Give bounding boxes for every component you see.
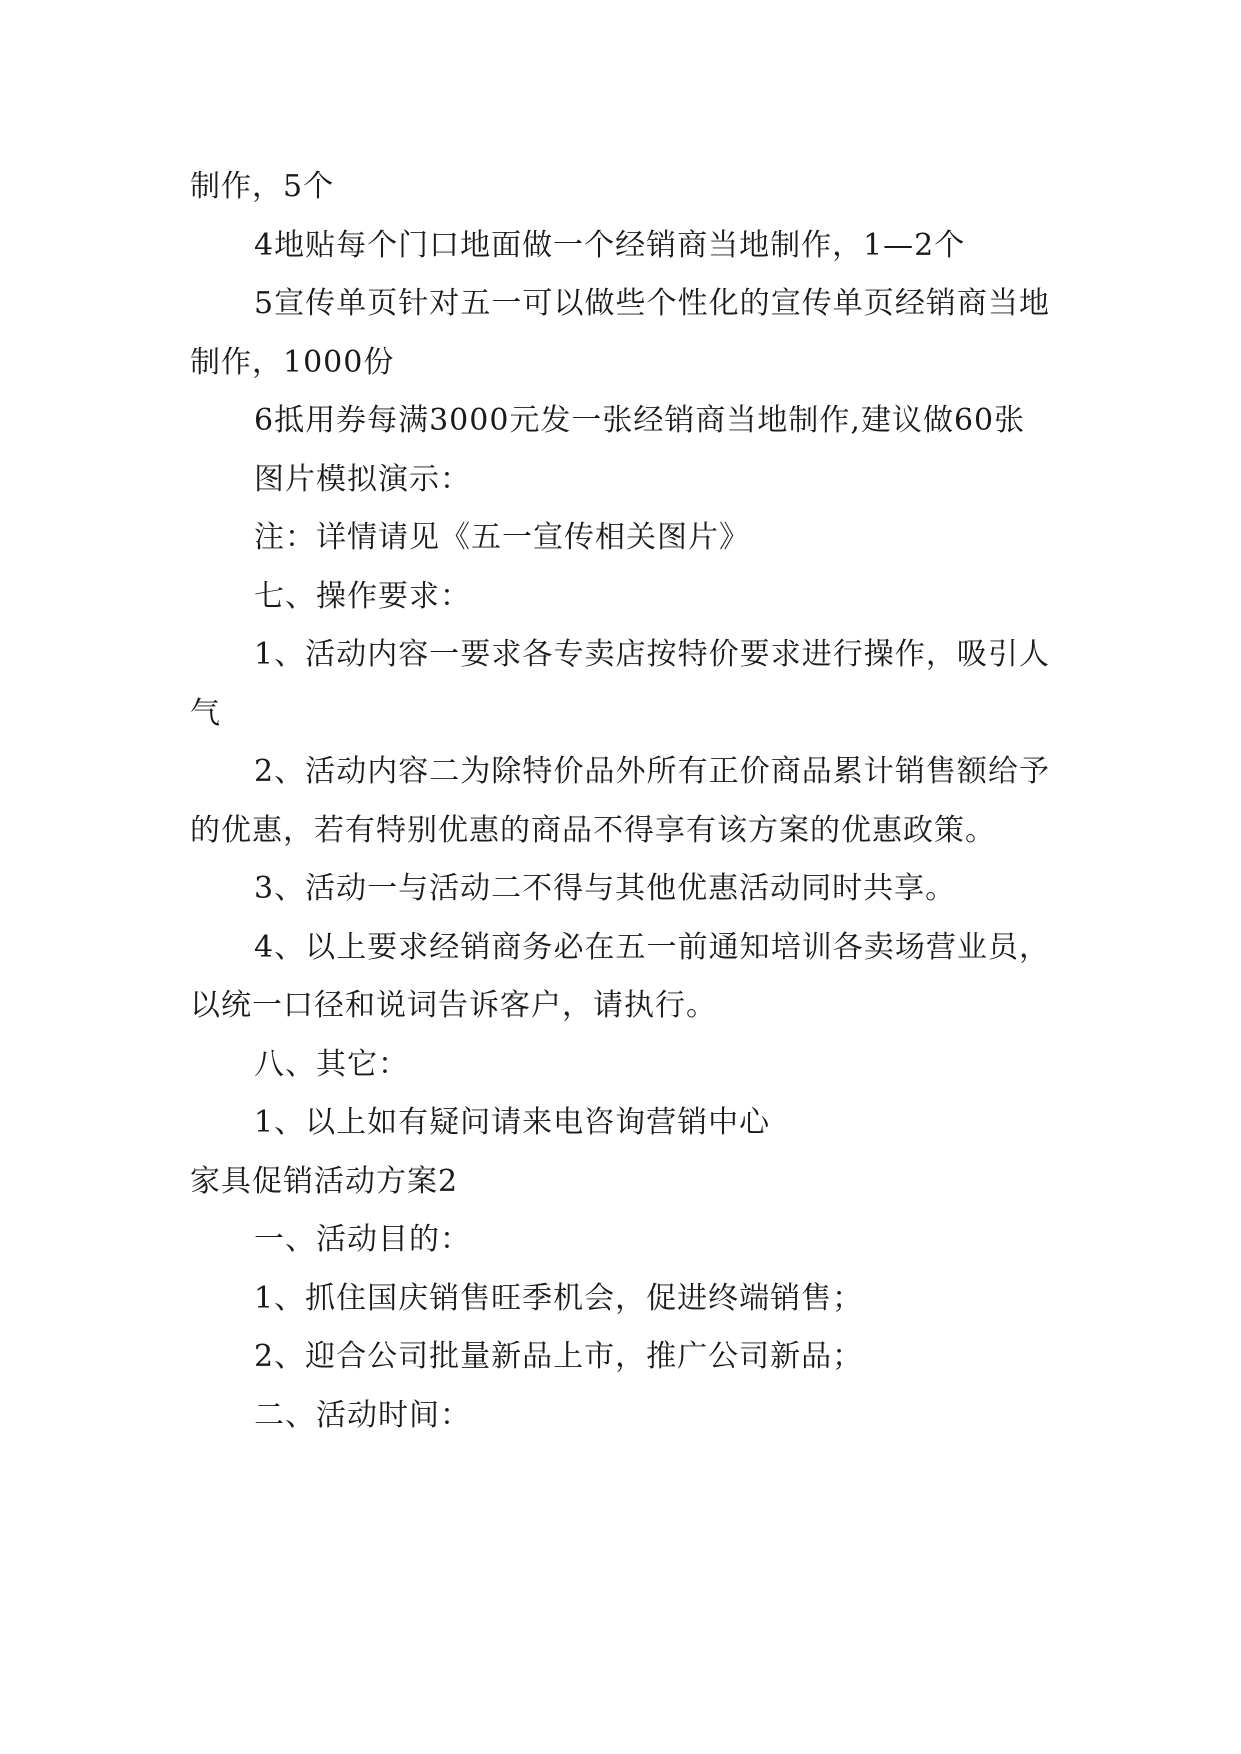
section-heading-purpose: 一、活动目的： xyxy=(254,1222,471,1257)
paragraph-1: 制作，5个 xyxy=(190,169,335,204)
paragraph-9: 2、活动内容二为除特价品外所有正价商品累计销售额给予的优惠，若有特别优惠的商品不得享有该方案的优惠政策。 xyxy=(190,754,1050,848)
document-body xyxy=(190,158,1050,1445)
section-heading-operation: 七、操作要求： xyxy=(254,578,471,614)
paragraph-16: 1、抓住国庆销售旺季机会，促进终端销售； xyxy=(254,1280,864,1316)
section-heading-other: 八、其它： xyxy=(254,1046,409,1082)
document-title-plan-2: 家具促销活动方案2 xyxy=(190,1163,459,1199)
paragraph-2: 4地贴每个门口地面做一个经销商当地制作，1—2个 xyxy=(254,227,966,263)
paragraph-17: 2、迎合公司批量新品上市，推广公司新品； xyxy=(254,1339,864,1374)
paragraph-13: 1、以上如有疑问请来电咨询营销中心 xyxy=(254,1105,771,1140)
paragraph-10: 3、活动一与活动二不得与其他优惠活动同时共享。 xyxy=(254,871,957,906)
paragraph-4: 6抵用券每满3000元发一张经销商当地制作,建议做60张 xyxy=(254,403,1026,438)
section-heading-time: 二、活动时间： xyxy=(254,1397,471,1433)
paragraph-11: 4、以上要求经销商务必在五一前通知培训各卖场营业员，以统一口径和说词告诉客户，请执行。 xyxy=(190,929,1050,1023)
paragraph-5: 图片模拟演示： xyxy=(254,461,471,497)
paragraph-8: 1、活动内容一要求各专卖店按特价要求进行操作，吸引人气 xyxy=(190,637,1050,731)
paragraph-6: 注：详情请见《五一宣传相关图片》 xyxy=(254,520,750,555)
paragraph-3: 5宣传单页针对五一可以做些个性化的宣传单页经销商当地制作，1000份 xyxy=(190,286,1050,380)
